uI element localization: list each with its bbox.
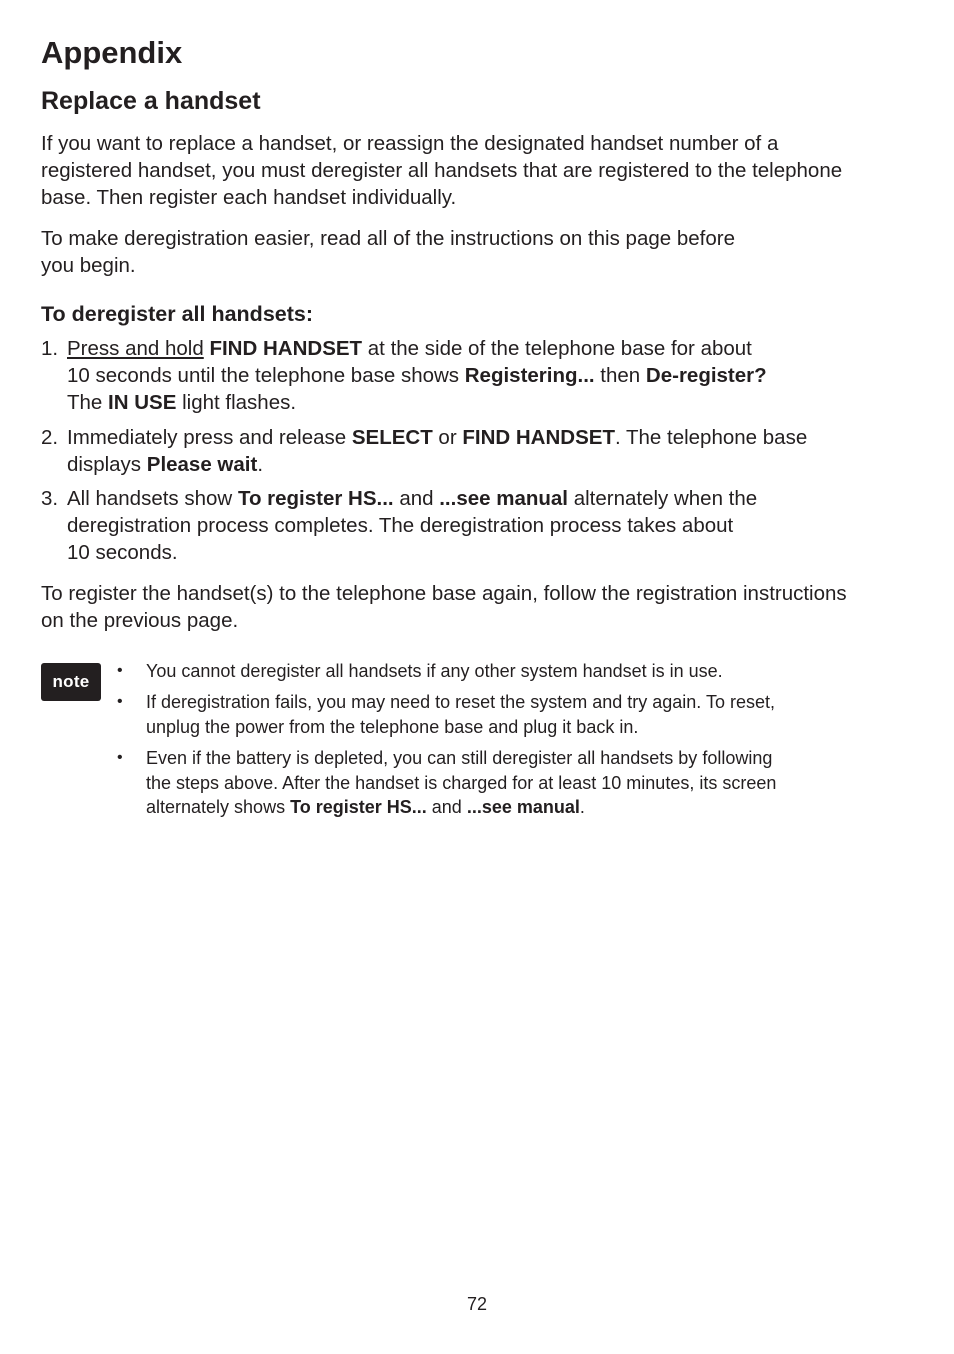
register-again-paragraph: To register the handset(s) to the telephone base again, follow the registration instructions on the previous page. — [41, 582, 847, 632]
bullet-icon: • — [117, 749, 123, 766]
registering-display: Registering... — [464, 364, 595, 387]
page-title: Appendix — [41, 35, 183, 70]
note-text: . — [579, 797, 585, 817]
select-key: SELECT — [351, 426, 433, 449]
note-text: unplug the power from the telephone base and plug it back in. — [146, 716, 639, 737]
step-text: 10 seconds until the telephone base shows — [67, 364, 465, 387]
bullet-icon: • — [117, 693, 123, 710]
step-text: then — [594, 364, 646, 387]
procedure-heading: To deregister all handsets: — [41, 302, 314, 326]
note-text: alternately shows — [146, 797, 291, 817]
note-text: and — [426, 797, 467, 817]
step-text: Immediately press and release — [67, 426, 352, 449]
step-number: 3. — [41, 487, 59, 510]
step-text: alternately when the — [568, 487, 758, 510]
note-text: Even if the battery is depleted, you can still deregister all handsets by following — [146, 748, 773, 768]
note-item — [117, 746, 877, 820]
note-item — [117, 659, 877, 690]
step-item — [41, 424, 911, 485]
see-manual-display: ...see manual — [439, 487, 568, 510]
notes-list — [117, 659, 877, 820]
in-use-light: IN USE — [108, 391, 177, 414]
deregister-display: De-register? — [645, 364, 767, 387]
step-text: or — [432, 426, 463, 449]
section-title: Replace a handset — [41, 87, 261, 115]
bullet-icon: • — [117, 662, 123, 679]
paragraph2-line2: you begin. — [41, 254, 136, 277]
step-text: 10 seconds. — [67, 541, 178, 564]
paragraph2-line1: To make deregistration easier, read all of the instructions on this page before — [41, 227, 735, 250]
step-item — [41, 335, 911, 424]
step-text: All handsets show — [67, 487, 238, 510]
to-register-display: To register HS... — [237, 487, 394, 510]
step-text: deregistration process completes. The deregistration process takes about — [67, 514, 734, 537]
step-number: 2. — [41, 426, 59, 449]
step-text: and — [393, 487, 440, 510]
note-text: You cannot deregister all handsets if any other system handset is in use. — [146, 661, 723, 681]
step-text: displays — [67, 453, 147, 476]
see-manual-display: ...see manual — [466, 797, 580, 817]
step-text: . — [257, 453, 264, 476]
step-text: The — [67, 391, 109, 414]
please-wait-display: Please wait — [146, 453, 258, 476]
page-number: 72 — [466, 1294, 488, 1314]
note-icon: note — [41, 663, 101, 701]
find-handset-key: FIND HANDSET — [209, 337, 363, 360]
find-handset-key: FIND HANDSET — [462, 426, 615, 449]
step-text: . The telephone base — [614, 426, 808, 449]
intro-paragraph: If you want to replace a handset, or reassign the designated handset number of a registered handset, you must deregister all handsets that are registered to the telephone base. Then register each handset individually. — [41, 132, 843, 209]
deregister-steps-list — [41, 335, 911, 566]
to-register-display: To register HS... — [290, 797, 427, 817]
step-item — [41, 485, 911, 566]
step-text: at the side of the telephone base for about — [362, 337, 752, 360]
note-text: the steps above. After the handset is charged for at least 10 minutes, its screen — [146, 772, 777, 793]
step-text: light flashes. — [176, 391, 297, 414]
step-number: 1. — [41, 337, 59, 360]
note-item — [117, 690, 877, 746]
press-and-hold-text: Press and hold — [67, 337, 204, 360]
note-text: If deregistration fails, you may need to reset the system and try again. To reset, — [146, 692, 775, 712]
instructions-note-paragraph — [41, 225, 871, 279]
